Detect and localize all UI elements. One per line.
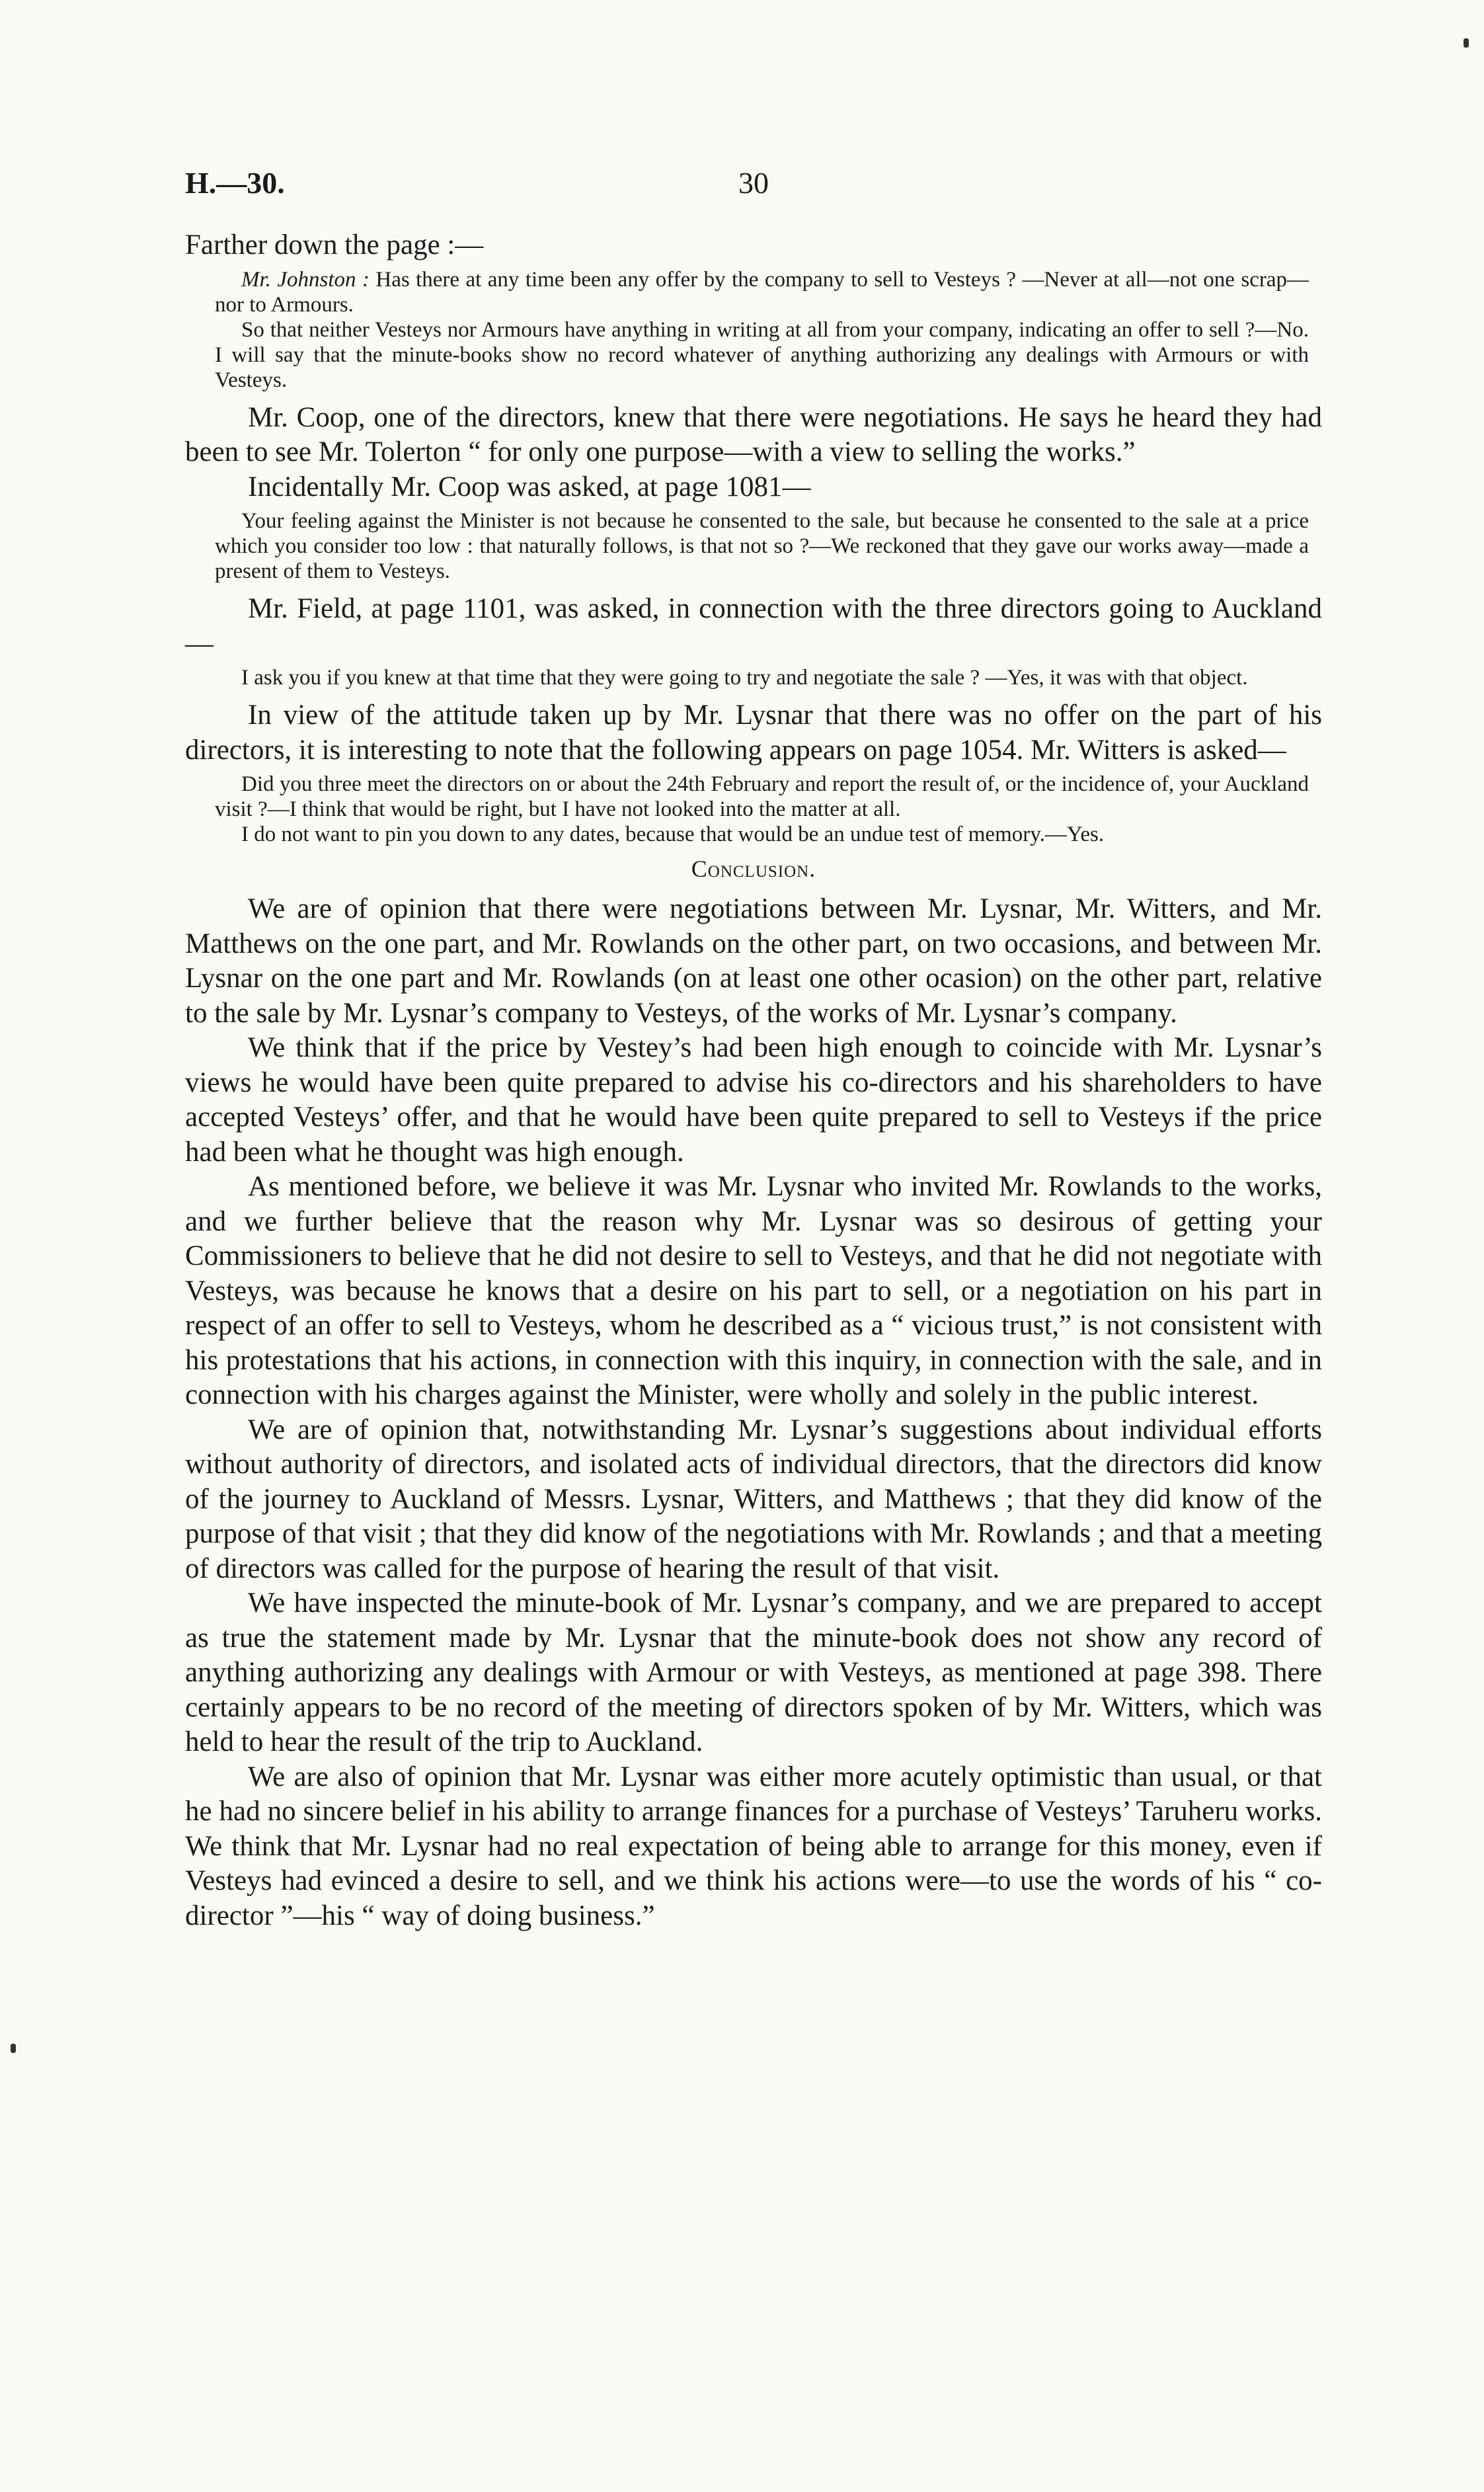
body-paragraph: We are also of opinion that Mr. Lysnar was either more acutely optimistic than usual, or that he had no sincere belief in his ability to arrange finances for a purchase of Vesteys’ Taruheru works. We think that Mr. Lysnar had no real expectation of being able to arrange for this money, even if Vesteys had evinced a desire to sell, and we think his actions were—to use the words of his “ co-director ”—his “ way of doing business.” <box>185 1761 1322 1931</box>
body-paragraph: As mentioned before, we believe it was Mr. Lysnar who invited Mr. Rowlands to the works, and we further believe that the reason why Mr. Lysnar was so desirous of getting your Commissioners to believe that he did not desire to sell to Vesteys, and that he did not negotiate with Vesteys, was because he knows that a desire on his part to sell, or a negotiation on his part in respect of an offer to sell to Vesteys, whom he described as a “ vicious trust,” is not consistent with his protestations that his actions, in connection with this inquiry, in connection with the sale, and in connection with his charges against the Minister, were wholly and solely in the public interest. <box>185 1171 1322 1410</box>
body-paragraph: Farther down the page :— <box>185 229 484 261</box>
body-paragraph: Incidentally Mr. Coop was asked, at page 1081— <box>248 471 811 502</box>
quoted-testimony <box>185 267 1322 317</box>
quoted-testimony: I do not want to pin you down to any dates, because that would be an undue test of memory.—Yes. <box>241 823 1105 846</box>
body-paragraph: Mr. Coop, one of the directors, knew that there were negotiations. He says he heard they had been to see Mr. Tolerton “ for only one purpose—with a view to selling the works.” <box>185 401 1322 467</box>
document-body <box>185 228 1322 1933</box>
quoted-testimony: Your feeling against the Minister is not because he consented to the sale, but because he consented to the sale at a price which you consider too low : that naturally follows, is that not so ?—We reckoned that they gave our works away—made a present of them to Vesteys. <box>215 509 1309 583</box>
section-heading: Conclusion. <box>691 856 816 882</box>
scan-mark <box>11 2044 16 2053</box>
spacer <box>185 690 1322 698</box>
scan-mark <box>1464 38 1469 48</box>
body-paragraph: Mr. Field, at page 1101, was asked, in connection with the three directors going to Auckland— <box>185 593 1322 659</box>
body-paragraph: We have inspected the minute-book of Mr. Lysnar’s company, and we are prepared to accept as true the statement made by Mr. Lysnar that the minute-book does not show any record of anything authorizing any dealings with Armour or with Vesteys, as mentioned at page 398. There certainly appears to be no record of the meeting of directors spoken of by Mr. Witters, which was held to hear the result of the trip to Auckland. <box>185 1588 1322 1757</box>
body-paragraph: We are of opinion that, notwithstanding Mr. Lysnar’s suggestions about individual efforts without authority of directors, and isolated acts of individual directors, that the directors did know of the journey to Auckland of Messrs. Lysnar, Witters, and Matthews ; that they did know of the purpose of that visit ; that they did know of the negotiations with Mr. Rowlands ; and that a meeting of directors was called for the purpose of hearing the result of that visit. <box>185 1414 1322 1584</box>
body-paragraph: We think that if the price by Vestey’s had been high enough to coincide with Mr. Lysnar’s views he would have been quite prepared to advise his co-directors and his shareholders to have accepted Vesteys’ offer, and that he would have been quite prepared to sell to Vesteys if the price had been what he thought was high enough. <box>185 1032 1322 1168</box>
body-paragraph: We are of opinion that there were negotiations between Mr. Lysnar, Mr. Witters, and Mr. Matthews on the one part, and Mr. Rowlands on the other part, on two occasions, and between Mr. Lysnar on the one part and Mr. Rowlands (on at least one other ocasion) on the other part, relative to the sale by Mr. Lysnar’s company to Vesteys, of the works of Mr. Lysnar’s company. <box>185 893 1322 1029</box>
spacer <box>185 584 1322 592</box>
spacer <box>185 393 1322 401</box>
body-paragraph: In view of the attitude taken up by Mr. Lysnar that there was no offer on the part of his directors, it is interesting to note that the following appears on page 1054. Mr. Witters is asked— <box>185 700 1322 766</box>
page-number: 30 <box>738 166 769 200</box>
quoted-testimony: Did you three meet the directors on or about the 24th February and report the result of, or the incidence of, your Auckland visit ?—I think that would be right, but I have not looked into the matter at all. <box>215 772 1309 821</box>
quoted-testimony: I ask you if you knew at that time that they were going to try and negotiate the sale ? —Yes, it was with that object. <box>241 666 1248 690</box>
quoted-testimony: So that neither Vesteys nor Armours have anything in writing at all from your company, indicating an offer to sell ?—No. I will say that the minute-books show no record whatever of anything authorizing any dealings with Armours or with Vesteys. <box>215 317 1309 392</box>
document-reference: H.—30. <box>185 166 285 200</box>
quote-text: Has there at any time been any offer by the company to sell to Vesteys ? —Never at all—not one scrap—nor to Armours. <box>215 267 1309 317</box>
speaker-name: Mr. Johnston : <box>241 267 370 292</box>
page-header <box>185 165 1322 208</box>
